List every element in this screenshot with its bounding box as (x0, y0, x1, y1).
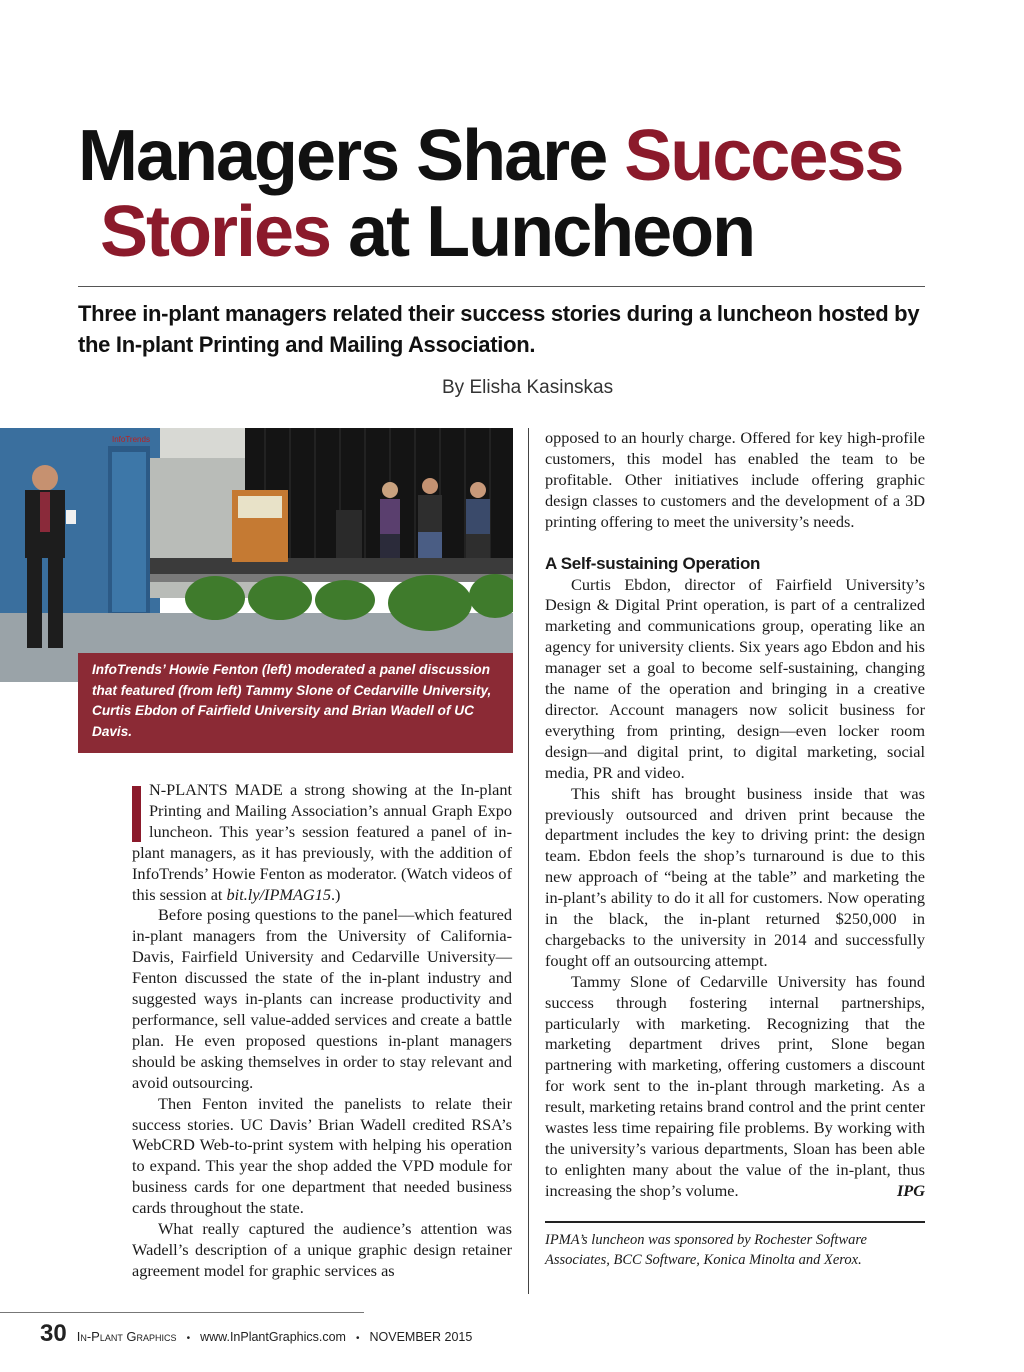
final-paragraph-text: Tammy Slone of Cedarville University has found success through fostering internal partnerships, particularly with marketing. Recognizing that the marketing department drives print, Slone began partnering with marketing, offering customers a discount for work sent to the in-plant through marketing. As a result, marketing retains brand control and the print center wastes less time repairing file problems. By working with the university’s various departments, Sloan has been able to enlighten many about the value of the in-plant, thus increasing the shop’s volume. (545, 971, 925, 1200)
footer-separator: • (355, 1333, 360, 1344)
footer-separator: • (186, 1333, 191, 1344)
article-left-column (132, 780, 512, 1282)
byline: By Elisha Kasinskas (442, 377, 614, 398)
body-paragraph: This shift has brought business inside that was previously outsourced and driven print because the department includes the key to driving print: the design team. Ebdon feels the shop’s turnaround is due to this new approach of “being at the table” and marketing the in-plant’s ability to do it all for customers. Now operating in the black, the in-plant returned $250,000 in chargebacks to the university in 2014 and successfully fought off an outsourcing attempt. (545, 783, 925, 970)
panel-discussion-photo (0, 428, 513, 682)
photo-caption: InfoTrends’ Howie Fenton (left) moderated a panel discussion that featured (from left) Tammy Slone of Cedarville University, Curtis Ebdon of Fairfield University and Brian Wadell of UC Davis. (78, 653, 513, 753)
body-paragraph (545, 972, 925, 1202)
headline-accent-success: Success (624, 116, 903, 196)
end-mark: IPG (896, 1180, 925, 1200)
headline-rule (78, 286, 925, 287)
lead-paragraph (132, 780, 512, 905)
body-paragraph: Then Fenton invited the panelists to relate their success stories. UC Davis’ Brian Wadell credited RSA’s WebCRD Web-to-print system with helping his operation to expand. This year the shop added the VPD module for business cards for one department that needed business cards throughout the state. (132, 1093, 512, 1218)
page-number: 30 (40, 1320, 67, 1347)
lead-text: N-PLANTS MADE a strong showing at the In-plant Printing and Mailing Association’s annual Graph Expo luncheon. This year’s session featured a panel of in-plant managers, as it has previously, with the addition of InfoTrends’ Howie Fenton as moderator. (Watch videos of this session at (132, 780, 512, 904)
issue-date: NOVEMBER 2015 (369, 1330, 473, 1344)
publication-name: In-Plant Graphics (76, 1329, 177, 1344)
headline-part2: at Luncheon (330, 192, 755, 272)
column-divider (528, 428, 529, 1294)
photo-sign-text: InfoTrends (112, 435, 150, 444)
lead-end: .) (330, 884, 341, 904)
video-link[interactable]: bit.ly/IPMAG15 (226, 884, 331, 904)
body-paragraph: What really captured the audience’s attention was Wadell’s description of a unique graphic design retainer agreement model for graphic services as (132, 1219, 512, 1280)
article-right-column (545, 428, 925, 1202)
drop-cap-bar (132, 786, 141, 842)
body-paragraph: opposed to an hourly charge. Offered for key high-profile customers, this model has enabled the team to be profitable. Other initiatives include offering graphic design classes to customers and the development of a 3D printing offering to meet the university’s needs. (545, 428, 925, 531)
credit-rule (545, 1221, 925, 1223)
website: www.InPlantGraphics.com (200, 1330, 346, 1344)
headline-accent-stories: Stories (100, 192, 331, 272)
headline-part1: Managers Share (78, 116, 625, 196)
page-footer (40, 1320, 472, 1348)
body-paragraph: Before posing questions to the panel—which featured in-plant managers from the University of California-Davis, Fairfield University and Cedarville University—Fenton discussed the state of the in-plant industry and suggested ways in-plants can increase productivity and performance, sell value-added services and create a battle plan. He even proposed questions in-plant managers should be asking themselves in order to stay relevant and avoid outsourcing. (132, 905, 512, 1092)
body-paragraph: Curtis Ebdon, director of Fairfield University’s Design & Digital Print operation, is part of a centralized marketing and communications group, operating like an agency for university clients. Six years ago Ebdon and his manager set a goal to become self-sustaining, changing the name of the operation and bringing in a creative director. Account managers now solicit business for everything from printing, design—even locker room design—and digital print, to digital marketing, social media, PR and video. (545, 574, 925, 782)
footer-rule (0, 1312, 364, 1313)
deck: Three in-plant managers related their success stories during a luncheon hosted by the In-plant Printing and Mailing Association. (78, 301, 920, 357)
headline (78, 118, 958, 270)
sponsor-credit: IPMA’s luncheon was sponsored by Rochester Software Associates, BCC Software, Konica Minolta and Xerox. (545, 1232, 867, 1268)
section-subhead: A Self-sustaining Operation (545, 553, 761, 573)
